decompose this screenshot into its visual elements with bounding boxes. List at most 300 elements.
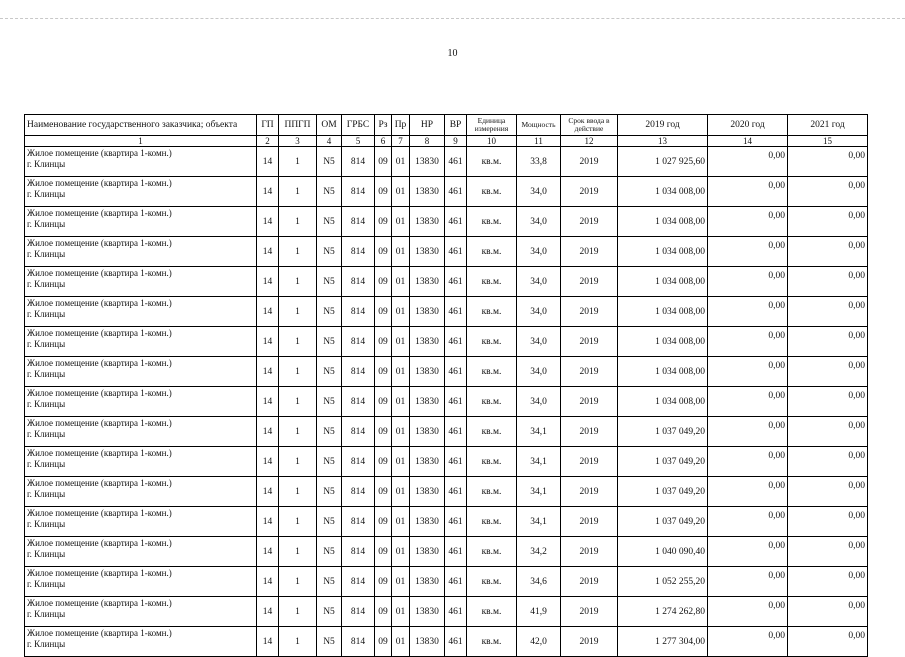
unit-cell: кв.м. (467, 537, 517, 567)
amount-2020-cell: 0,00 (708, 447, 788, 477)
unit-cell: кв.м. (467, 297, 517, 327)
vr-cell: 461 (445, 537, 467, 567)
object-city: г. Клинцы (27, 309, 66, 319)
object-name: Жилое помещение (квартира 1-комн.) (27, 148, 172, 158)
pr-cell: 01 (392, 537, 410, 567)
pr-cell: 01 (392, 357, 410, 387)
grbs-cell: 814 (342, 237, 375, 267)
nr-cell: 13830 (410, 567, 445, 597)
object-city: г. Клинцы (27, 399, 66, 409)
amount-2021-cell: 0,00 (788, 597, 868, 627)
om-cell: N5 (317, 357, 342, 387)
unit-cell: кв.м. (467, 387, 517, 417)
amount-2019-cell: 1 034 008,00 (618, 327, 708, 357)
rz-cell: 09 (375, 267, 392, 297)
year-cell: 2019 (561, 177, 618, 207)
object-name: Жилое помещение (квартира 1-комн.) (27, 388, 172, 398)
om-cell: N5 (317, 387, 342, 417)
amount-2020-cell: 0,00 (708, 267, 788, 297)
column-number: 10 (467, 136, 517, 147)
amount-2019-cell: 1 027 925,60 (618, 147, 708, 177)
column-number: 7 (392, 136, 410, 147)
gp-cell: 14 (257, 477, 279, 507)
amount-2019-cell: 1 277 304,00 (618, 627, 708, 657)
column-header: 2020 год (708, 115, 788, 136)
amount-2021-cell: 0,00 (788, 327, 868, 357)
object-city: г. Клинцы (27, 609, 66, 619)
amount-2019-cell: 1 037 049,20 (618, 507, 708, 537)
om-cell: N5 (317, 447, 342, 477)
amount-2019-cell: 1 034 008,00 (618, 267, 708, 297)
pr-cell: 01 (392, 627, 410, 657)
amount-2021-cell: 0,00 (788, 267, 868, 297)
pr-cell: 01 (392, 237, 410, 267)
grbs-cell: 814 (342, 627, 375, 657)
object-name: Жилое помещение (квартира 1-комн.) (27, 508, 172, 518)
nr-cell: 13830 (410, 297, 445, 327)
ppgp-cell: 1 (279, 297, 317, 327)
amount-2021-cell: 0,00 (788, 207, 868, 237)
ppgp-cell: 1 (279, 567, 317, 597)
power-cell: 34,0 (517, 267, 561, 297)
om-cell: N5 (317, 597, 342, 627)
column-header: ППГП (279, 115, 317, 136)
om-cell: N5 (317, 627, 342, 657)
ppgp-cell: 1 (279, 267, 317, 297)
column-header: Рз (375, 115, 392, 136)
table-row (25, 597, 868, 627)
grbs-cell: 814 (342, 567, 375, 597)
amount-2019-cell: 1 034 008,00 (618, 357, 708, 387)
column-number: 13 (618, 136, 708, 147)
nr-cell: 13830 (410, 327, 445, 357)
rz-cell: 09 (375, 597, 392, 627)
year-cell: 2019 (561, 357, 618, 387)
amount-2021-cell: 0,00 (788, 387, 868, 417)
ppgp-cell: 1 (279, 537, 317, 567)
ppgp-cell: 1 (279, 387, 317, 417)
ppgp-cell: 1 (279, 357, 317, 387)
object-name-cell (25, 327, 257, 357)
power-cell: 34,1 (517, 417, 561, 447)
amount-2019-cell: 1 037 049,20 (618, 417, 708, 447)
om-cell: N5 (317, 297, 342, 327)
object-name: Жилое помещение (квартира 1-комн.) (27, 358, 172, 368)
amount-2020-cell: 0,00 (708, 477, 788, 507)
rz-cell: 09 (375, 207, 392, 237)
pr-cell: 01 (392, 327, 410, 357)
gp-cell: 14 (257, 267, 279, 297)
object-name-cell (25, 567, 257, 597)
column-header: Мощность (517, 115, 561, 136)
column-number: 12 (561, 136, 618, 147)
amount-2020-cell: 0,00 (708, 537, 788, 567)
object-city: г. Клинцы (27, 159, 66, 169)
gp-cell: 14 (257, 567, 279, 597)
gp-cell: 14 (257, 387, 279, 417)
pr-cell: 01 (392, 507, 410, 537)
power-cell: 34,0 (517, 237, 561, 267)
table-row (25, 567, 868, 597)
ppgp-cell: 1 (279, 447, 317, 477)
amount-2021-cell: 0,00 (788, 297, 868, 327)
rz-cell: 09 (375, 147, 392, 177)
year-cell: 2019 (561, 507, 618, 537)
nr-cell: 13830 (410, 387, 445, 417)
rz-cell: 09 (375, 237, 392, 267)
ppgp-cell: 1 (279, 597, 317, 627)
amount-2021-cell: 0,00 (788, 507, 868, 537)
object-city: г. Клинцы (27, 249, 66, 259)
pr-cell: 01 (392, 267, 410, 297)
object-city: г. Клинцы (27, 429, 66, 439)
om-cell: N5 (317, 477, 342, 507)
pr-cell: 01 (392, 387, 410, 417)
vr-cell: 461 (445, 267, 467, 297)
grbs-cell: 814 (342, 537, 375, 567)
object-name: Жилое помещение (квартира 1-комн.) (27, 628, 172, 638)
year-cell: 2019 (561, 627, 618, 657)
amount-2020-cell: 0,00 (708, 147, 788, 177)
nr-cell: 13830 (410, 357, 445, 387)
om-cell: N5 (317, 537, 342, 567)
amount-2019-cell: 1 037 049,20 (618, 477, 708, 507)
unit-cell: кв.м. (467, 507, 517, 537)
power-cell: 34,1 (517, 477, 561, 507)
unit-cell: кв.м. (467, 627, 517, 657)
object-name: Жилое помещение (квартира 1-комн.) (27, 178, 172, 188)
column-number: 1 (25, 136, 257, 147)
rz-cell: 09 (375, 417, 392, 447)
nr-cell: 13830 (410, 237, 445, 267)
rz-cell: 09 (375, 387, 392, 417)
rz-cell: 09 (375, 327, 392, 357)
column-number: 11 (517, 136, 561, 147)
table-row (25, 237, 868, 267)
column-number: 3 (279, 136, 317, 147)
year-cell: 2019 (561, 207, 618, 237)
table-row (25, 447, 868, 477)
year-cell: 2019 (561, 567, 618, 597)
object-name: Жилое помещение (квартира 1-комн.) (27, 418, 172, 428)
column-header: Единица измерения (467, 115, 517, 136)
table-row (25, 417, 868, 447)
object-name-cell (25, 447, 257, 477)
unit-cell: кв.м. (467, 357, 517, 387)
table-row (25, 297, 868, 327)
year-cell: 2019 (561, 237, 618, 267)
ppgp-cell: 1 (279, 327, 317, 357)
grbs-cell: 814 (342, 597, 375, 627)
amount-2021-cell: 0,00 (788, 147, 868, 177)
amount-2021-cell: 0,00 (788, 447, 868, 477)
om-cell: N5 (317, 237, 342, 267)
amount-2020-cell: 0,00 (708, 507, 788, 537)
object-city: г. Клинцы (27, 369, 66, 379)
object-city: г. Клинцы (27, 339, 66, 349)
vr-cell: 461 (445, 567, 467, 597)
pr-cell: 01 (392, 477, 410, 507)
grbs-cell: 814 (342, 177, 375, 207)
om-cell: N5 (317, 177, 342, 207)
table-row (25, 327, 868, 357)
unit-cell: кв.м. (467, 327, 517, 357)
vr-cell: 461 (445, 327, 467, 357)
power-cell: 34,6 (517, 567, 561, 597)
object-name: Жилое помещение (квартира 1-комн.) (27, 268, 172, 278)
gp-cell: 14 (257, 207, 279, 237)
table-body (25, 147, 868, 657)
gp-cell: 14 (257, 357, 279, 387)
object-name: Жилое помещение (квартира 1-комн.) (27, 208, 172, 218)
object-name-cell (25, 297, 257, 327)
power-cell: 34,2 (517, 537, 561, 567)
nr-cell: 13830 (410, 207, 445, 237)
gp-cell: 14 (257, 507, 279, 537)
object-city: г. Клинцы (27, 189, 66, 199)
nr-cell: 13830 (410, 627, 445, 657)
table-row (25, 357, 868, 387)
amount-2020-cell: 0,00 (708, 297, 788, 327)
grbs-cell: 814 (342, 387, 375, 417)
column-header: ВР (445, 115, 467, 136)
amount-2021-cell: 0,00 (788, 537, 868, 567)
grbs-cell: 814 (342, 207, 375, 237)
pr-cell: 01 (392, 207, 410, 237)
nr-cell: 13830 (410, 177, 445, 207)
amount-2019-cell: 1 040 090,40 (618, 537, 708, 567)
year-cell: 2019 (561, 417, 618, 447)
nr-cell: 13830 (410, 447, 445, 477)
table-row (25, 267, 868, 297)
om-cell: N5 (317, 417, 342, 447)
ppgp-cell: 1 (279, 237, 317, 267)
object-name-cell (25, 177, 257, 207)
nr-cell: 13830 (410, 267, 445, 297)
object-name: Жилое помещение (квартира 1-комн.) (27, 328, 172, 338)
unit-cell: кв.м. (467, 177, 517, 207)
gp-cell: 14 (257, 297, 279, 327)
unit-cell: кв.м. (467, 477, 517, 507)
year-cell: 2019 (561, 447, 618, 477)
object-name-cell (25, 417, 257, 447)
rz-cell: 09 (375, 357, 392, 387)
object-name-cell (25, 237, 257, 267)
year-cell: 2019 (561, 597, 618, 627)
om-cell: N5 (317, 207, 342, 237)
pr-cell: 01 (392, 147, 410, 177)
rz-cell: 09 (375, 177, 392, 207)
vr-cell: 461 (445, 387, 467, 417)
power-cell: 41,9 (517, 597, 561, 627)
column-number: 8 (410, 136, 445, 147)
column-header: 2019 год (618, 115, 708, 136)
object-city: г. Клинцы (27, 219, 66, 229)
amount-2021-cell: 0,00 (788, 477, 868, 507)
unit-cell: кв.м. (467, 207, 517, 237)
object-name-cell (25, 507, 257, 537)
gp-cell: 14 (257, 597, 279, 627)
power-cell: 34,1 (517, 447, 561, 477)
object-name-cell (25, 357, 257, 387)
amount-2021-cell: 0,00 (788, 417, 868, 447)
rz-cell: 09 (375, 627, 392, 657)
column-header: ГРБС (342, 115, 375, 136)
amount-2021-cell: 0,00 (788, 567, 868, 597)
ppgp-cell: 1 (279, 507, 317, 537)
column-header: Наименование государственного заказчика; объекта (25, 115, 257, 136)
column-number-row (25, 136, 868, 147)
rz-cell: 09 (375, 297, 392, 327)
amount-2020-cell: 0,00 (708, 417, 788, 447)
object-city: г. Клинцы (27, 519, 66, 529)
year-cell: 2019 (561, 537, 618, 567)
vr-cell: 461 (445, 477, 467, 507)
vr-cell: 461 (445, 237, 467, 267)
grbs-cell: 814 (342, 267, 375, 297)
column-number: 5 (342, 136, 375, 147)
year-cell: 2019 (561, 297, 618, 327)
table-row (25, 537, 868, 567)
amount-2021-cell: 0,00 (788, 237, 868, 267)
rz-cell: 09 (375, 567, 392, 597)
column-number: 4 (317, 136, 342, 147)
amount-2019-cell: 1 034 008,00 (618, 237, 708, 267)
vr-cell: 461 (445, 627, 467, 657)
power-cell: 34,0 (517, 207, 561, 237)
object-name: Жилое помещение (квартира 1-комн.) (27, 538, 172, 548)
column-header: 2021 год (788, 115, 868, 136)
power-cell: 34,0 (517, 297, 561, 327)
om-cell: N5 (317, 507, 342, 537)
column-number: 15 (788, 136, 868, 147)
amount-2019-cell: 1 274 262,80 (618, 597, 708, 627)
vr-cell: 461 (445, 417, 467, 447)
nr-cell: 13830 (410, 147, 445, 177)
power-cell: 34,0 (517, 387, 561, 417)
object-name: Жилое помещение (квартира 1-комн.) (27, 298, 172, 308)
gp-cell: 14 (257, 237, 279, 267)
column-header: ГП (257, 115, 279, 136)
unit-cell: кв.м. (467, 417, 517, 447)
amount-2020-cell: 0,00 (708, 567, 788, 597)
column-number: 2 (257, 136, 279, 147)
object-name-cell (25, 627, 257, 657)
table-row (25, 507, 868, 537)
column-number: 14 (708, 136, 788, 147)
object-name-cell (25, 267, 257, 297)
object-name: Жилое помещение (квартира 1-комн.) (27, 238, 172, 248)
grbs-cell: 814 (342, 327, 375, 357)
column-number: 9 (445, 136, 467, 147)
amount-2020-cell: 0,00 (708, 357, 788, 387)
power-cell: 42,0 (517, 627, 561, 657)
power-cell: 34,1 (517, 507, 561, 537)
amount-2020-cell: 0,00 (708, 177, 788, 207)
rz-cell: 09 (375, 537, 392, 567)
pr-cell: 01 (392, 447, 410, 477)
power-cell: 33,8 (517, 147, 561, 177)
vr-cell: 461 (445, 177, 467, 207)
pr-cell: 01 (392, 597, 410, 627)
amount-2019-cell: 1 034 008,00 (618, 207, 708, 237)
object-name-cell (25, 207, 257, 237)
object-name-cell (25, 477, 257, 507)
grbs-cell: 814 (342, 357, 375, 387)
column-header: Пр (392, 115, 410, 136)
unit-cell: кв.м. (467, 267, 517, 297)
om-cell: N5 (317, 147, 342, 177)
grbs-cell: 814 (342, 507, 375, 537)
om-cell: N5 (317, 567, 342, 597)
unit-cell: кв.м. (467, 567, 517, 597)
vr-cell: 461 (445, 207, 467, 237)
table-row (25, 477, 868, 507)
amount-2020-cell: 0,00 (708, 387, 788, 417)
grbs-cell: 814 (342, 447, 375, 477)
amount-2020-cell: 0,00 (708, 627, 788, 657)
unit-cell: кв.м. (467, 447, 517, 477)
amount-2020-cell: 0,00 (708, 597, 788, 627)
nr-cell: 13830 (410, 417, 445, 447)
grbs-cell: 814 (342, 147, 375, 177)
amount-2019-cell: 1 034 008,00 (618, 387, 708, 417)
vr-cell: 461 (445, 447, 467, 477)
year-cell: 2019 (561, 267, 618, 297)
object-city: г. Клинцы (27, 489, 66, 499)
object-city: г. Клинцы (27, 639, 66, 649)
object-city: г. Клинцы (27, 279, 66, 289)
gp-cell: 14 (257, 147, 279, 177)
vr-cell: 461 (445, 357, 467, 387)
table-row (25, 387, 868, 417)
ppgp-cell: 1 (279, 417, 317, 447)
column-number: 6 (375, 136, 392, 147)
amount-2019-cell: 1 037 049,20 (618, 447, 708, 477)
nr-cell: 13830 (410, 507, 445, 537)
gp-cell: 14 (257, 327, 279, 357)
object-name-cell (25, 597, 257, 627)
scan-edge-line (0, 18, 905, 19)
rz-cell: 09 (375, 447, 392, 477)
nr-cell: 13830 (410, 477, 445, 507)
object-name: Жилое помещение (квартира 1-комн.) (27, 478, 172, 488)
column-header: НР (410, 115, 445, 136)
table-row (25, 627, 868, 657)
vr-cell: 461 (445, 507, 467, 537)
gp-cell: 14 (257, 537, 279, 567)
ppgp-cell: 1 (279, 147, 317, 177)
column-header: Срок ввода в действие (561, 115, 618, 136)
object-name: Жилое помещение (квартира 1-комн.) (27, 448, 172, 458)
object-name: Жилое помещение (квартира 1-комн.) (27, 568, 172, 578)
power-cell: 34,0 (517, 177, 561, 207)
object-city: г. Клинцы (27, 459, 66, 469)
object-city: г. Клинцы (27, 579, 66, 589)
amount-2021-cell: 0,00 (788, 177, 868, 207)
amount-2020-cell: 0,00 (708, 327, 788, 357)
grbs-cell: 814 (342, 417, 375, 447)
page-number: 10 (447, 48, 458, 59)
amount-2019-cell: 1 034 008,00 (618, 297, 708, 327)
column-header: ОМ (317, 115, 342, 136)
vr-cell: 461 (445, 597, 467, 627)
unit-cell: кв.м. (467, 237, 517, 267)
ppgp-cell: 1 (279, 177, 317, 207)
nr-cell: 13830 (410, 597, 445, 627)
year-cell: 2019 (561, 327, 618, 357)
vr-cell: 461 (445, 297, 467, 327)
